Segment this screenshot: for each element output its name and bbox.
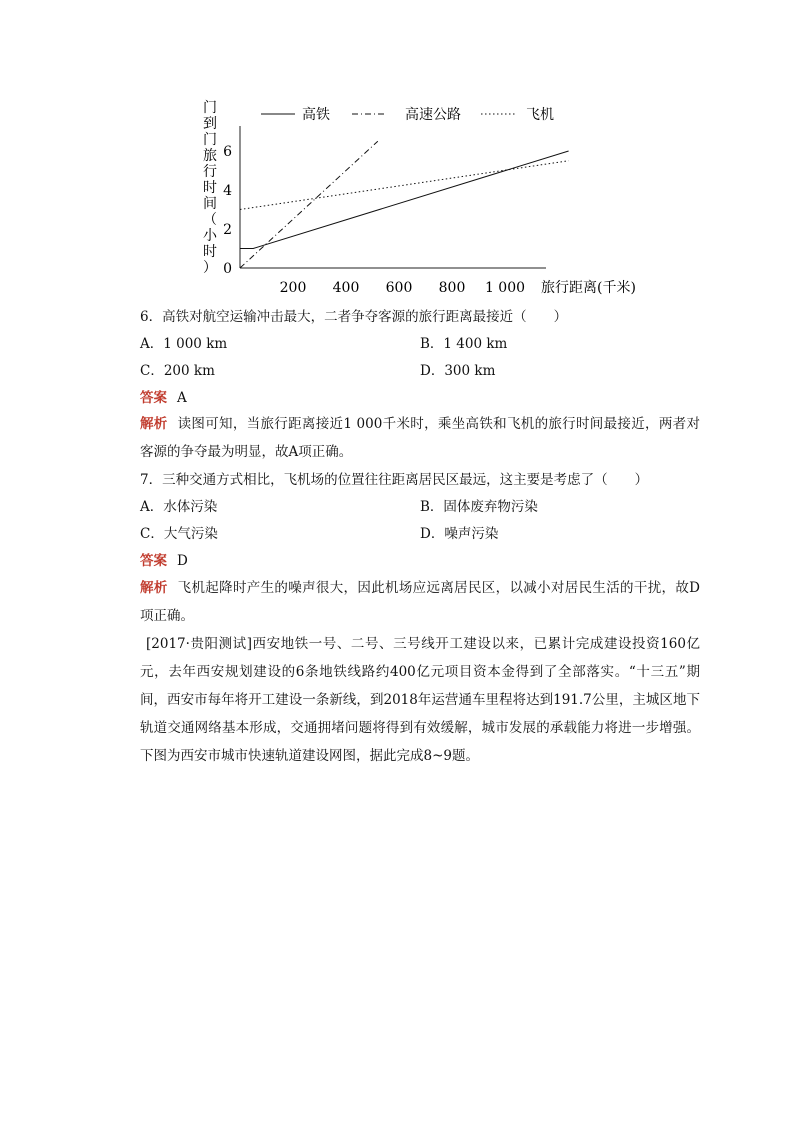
y-label-char: （ xyxy=(203,212,217,228)
x-tick-label: 1 000 xyxy=(484,280,526,296)
y-axis-label xyxy=(203,100,218,276)
y-label-char: ） xyxy=(203,260,217,276)
q6-option-c: C．200 km xyxy=(140,363,215,379)
q6-analysis xyxy=(140,410,700,466)
q7-answer-label: 答案 xyxy=(140,553,167,569)
y-label-char: 时 xyxy=(203,244,217,260)
series-line-高铁 xyxy=(240,151,569,249)
x-tick-label: 800 xyxy=(438,280,466,296)
y-label-char: 旅 xyxy=(203,148,217,164)
legend-label-高铁: 高铁 xyxy=(302,107,330,123)
y-tick-label: 0 xyxy=(223,261,232,277)
q6-analysis-text: 读图可知，当旅行距离接近1 000千米时，乘坐高铁和飞机的旅行时间最接近，两者对客源的争夺最为明显，故A项正确。 xyxy=(140,416,700,460)
q7-answer-value: D xyxy=(177,553,188,569)
x-axis-label: 旅行距离(千米) xyxy=(541,280,636,296)
q6-option-b: B．1 400 km xyxy=(420,336,508,352)
y-label-char: 小 xyxy=(203,228,217,244)
y-tick-label: 2 xyxy=(223,222,232,238)
x-tick-label: 200 xyxy=(279,280,307,296)
q7-answer xyxy=(140,551,188,571)
y-label-char: 到 xyxy=(203,116,217,132)
q7-option-d: D．噪声污染 xyxy=(420,526,499,542)
q7-analysis xyxy=(140,574,700,630)
chart-ticks xyxy=(223,144,636,296)
y-tick-label: 4 xyxy=(223,183,232,199)
q7-option-c: C．大气污染 xyxy=(140,526,218,542)
passage-paragraph: [2017·贵阳测试]西安地铁一号、二号、三号线开工建设以来，已累计完成建设投资160亿元，去年西安规划建设的6条地铁线路约400亿元项目资本金得到了全部落实。“十三五”期间，西安市每年将开工建设一条新线，到2018年运营通车里程将达到191.7公里，主城区地下轨道交通网络基本形成，交通拥堵问题将得到有效缓解，城市发展的承载能力将进一步增强。下图为西安市城市快速轨道建设网图，据此完成8~9题。 xyxy=(140,636,700,764)
q6-answer-label: 答案 xyxy=(140,390,167,406)
y-label-char: 时 xyxy=(203,180,217,196)
y-label-char: 行 xyxy=(203,164,217,180)
question-7-stem: 7．三种交通方式相比，飞机场的位置往往距离居民区最远，这主要是考虑了（ ） xyxy=(140,472,649,488)
y-label-char: 间 xyxy=(203,196,217,212)
legend-label-高速公路: 高速公路 xyxy=(405,107,461,123)
legend-label-飞机: 飞机 xyxy=(526,107,554,123)
chart-legend xyxy=(261,106,554,123)
x-tick-label: 600 xyxy=(385,280,413,296)
q6-option-a: A．1 000 km xyxy=(140,336,228,352)
q7-option-b: B．固体废弃物污染 xyxy=(420,499,538,515)
x-tick-label: 400 xyxy=(332,280,360,296)
q6-analysis-label: 解析 xyxy=(140,416,168,432)
chart-axes xyxy=(240,126,546,268)
q6-answer-value: A xyxy=(177,390,187,406)
q7-analysis-text: 飞机起降时产生的噪声很大，因此机场应远离居民区，以减小对居民生活的干扰，故D项正确。 xyxy=(140,580,701,624)
q7-analysis-label: 解析 xyxy=(140,580,168,596)
question-6-stem: 6．高铁对航空运输冲击最大，二者争夺客源的旅行距离最接近（ ） xyxy=(140,309,568,325)
travel-time-chart xyxy=(196,96,656,302)
series-line-高速公路 xyxy=(240,141,378,268)
q6-option-d: D．300 km xyxy=(420,363,496,379)
y-tick-label: 6 xyxy=(223,144,232,160)
q6-answer xyxy=(140,388,187,408)
chart-series xyxy=(240,141,569,268)
y-label-char: 门 xyxy=(203,100,217,116)
q7-option-a: A．水体污染 xyxy=(140,499,218,515)
y-label-char: 门 xyxy=(203,132,217,148)
